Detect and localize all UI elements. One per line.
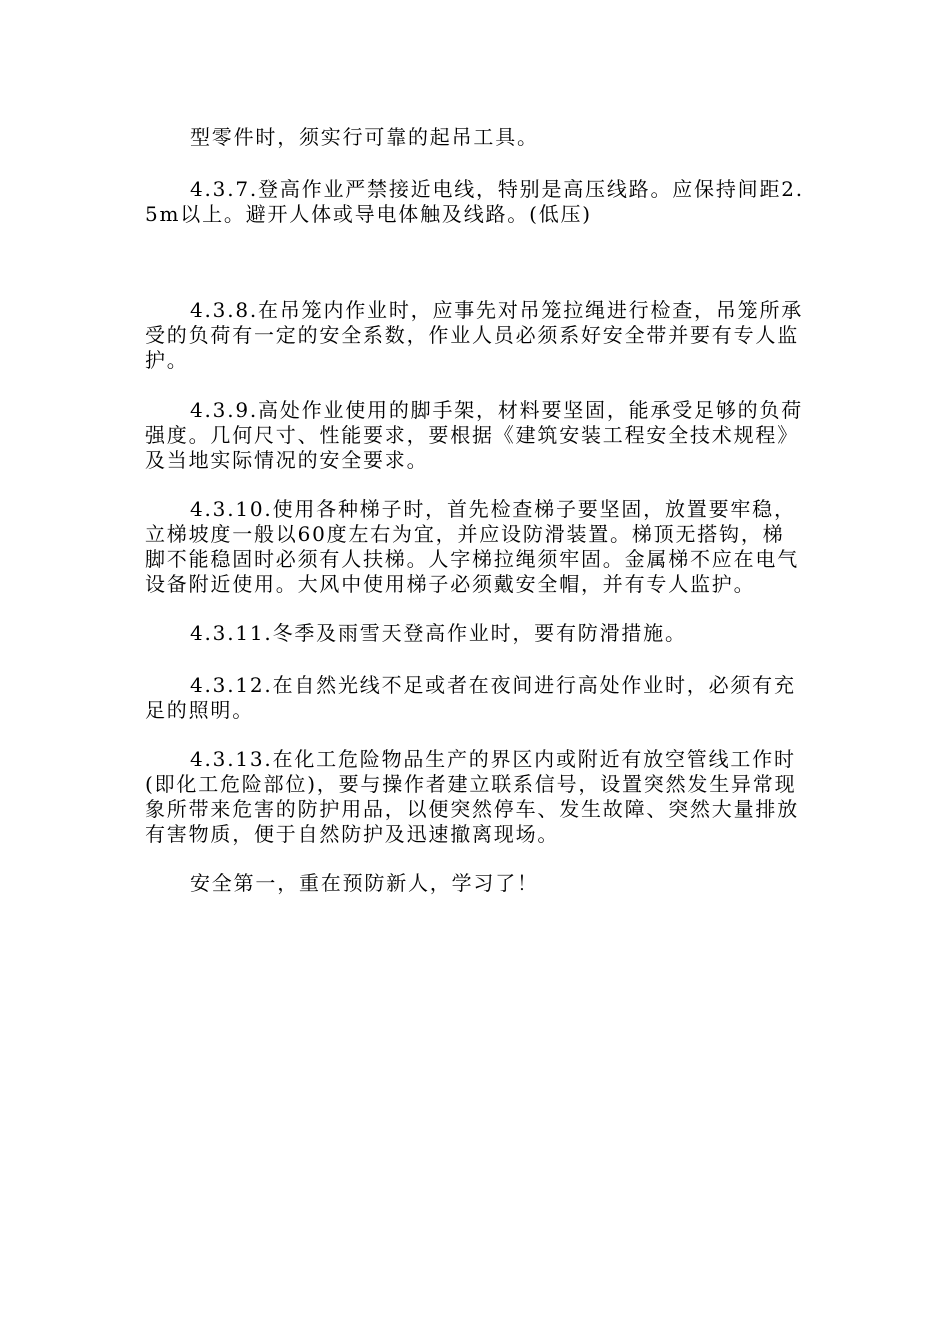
paragraph-4-3-8: 4.3.8.在吊笼内作业时，应事先对吊笼拉绳进行检查，吊笼所承受的负荷有一定的安全系数，作业人员必须系好安全带并要有专人监护。 — [145, 298, 804, 372]
paragraph-continuation: 型零件时，须实行可靠的起吊工具。 — [190, 125, 539, 149]
paragraph-4-3-7: 4.3.7.登高作业严禁接近电线，特别是高压线路。应保持间距2.5m以上。避开人体或导电体触及线路。(低压) — [145, 177, 804, 226]
closing-remark: 安全第一，重在预防新人，学习了！ — [190, 871, 539, 895]
paragraph-4-3-9: 4.3.9.高处作业使用的脚手架，材料要坚固，能承受足够的负荷强度。几何尺寸、性能要求，要根据《建筑安装工程安全技术规程》及当地实际情况的安全要求。 — [145, 398, 804, 472]
paragraph-4-3-11: 4.3.11.冬季及雨雪天登高作业时，要有防滑措施。 — [190, 621, 687, 645]
paragraph-4-3-12: 4.3.12.在自然光线不足或者在夜间进行高处作业时，必须有充足的照明。 — [145, 673, 796, 722]
paragraph-4-3-13: 4.3.13.在化工危险物品生产的界区内或附近有放空管线工作时(即化工危险部位)，要与操作者建立联系信号，设置突然发生异常现象所带来危害的防护用品，以便突然停车、发生故障、突然大量排放有害物质，便于自然防护及迅速撤离现场。 — [145, 747, 799, 846]
paragraph-4-3-10: 4.3.10.使用各种梯子时，首先检查梯子要坚固，放置要牢稳，立梯坡度一般以60度左右为宜，并应设防滑装置。梯顶无搭钩，梯脚不能稳固时必须有人扶梯。人字梯拉绳须牢固。金属梯不应在电气设备附近使用。大风中使用梯子必须戴安全帽，并有专人监护。 — [145, 497, 799, 596]
